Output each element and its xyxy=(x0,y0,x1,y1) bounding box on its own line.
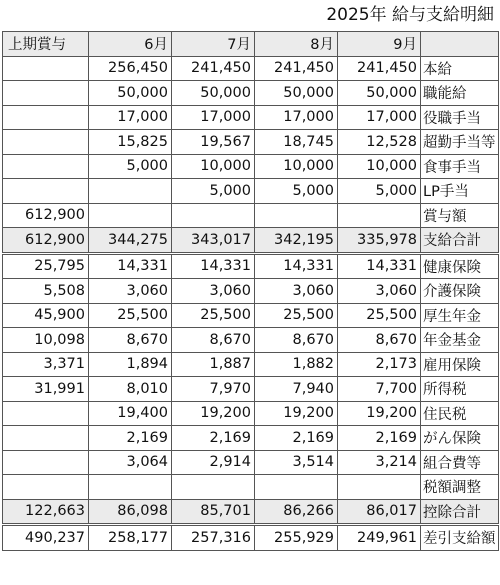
amount-cell: 5,000 xyxy=(172,179,255,204)
amount-cell: 2,169 xyxy=(172,426,255,451)
amount-cell: 17,000 xyxy=(338,105,421,130)
amount-cell xyxy=(255,203,338,228)
item-label: 賞与額 xyxy=(421,203,499,228)
amount-cell: 85,701 xyxy=(172,499,255,525)
amount-cell: 257,316 xyxy=(172,525,255,551)
amount-cell: 19,567 xyxy=(172,130,255,155)
header-cell: 8月 xyxy=(255,32,338,57)
amount-cell xyxy=(3,81,89,106)
amount-cell: 256,450 xyxy=(89,56,172,81)
header-cell: 6月 xyxy=(89,32,172,57)
amount-cell: 25,500 xyxy=(338,303,421,328)
amount-cell: 1,882 xyxy=(255,352,338,377)
table-row xyxy=(3,179,499,204)
amount-cell xyxy=(3,105,89,130)
item-label: 住民税 xyxy=(421,401,499,426)
item-label: 食事手当 xyxy=(421,154,499,179)
table-row xyxy=(3,475,499,500)
amount-cell xyxy=(3,154,89,179)
item-label: 組合費等 xyxy=(421,450,499,475)
amount-cell: 14,331 xyxy=(338,253,421,279)
table-row xyxy=(3,56,499,81)
amount-cell: 7,970 xyxy=(172,377,255,402)
amount-cell: 3,214 xyxy=(338,450,421,475)
item-label: 超勤手当等 xyxy=(421,130,499,155)
amount-cell: 1,894 xyxy=(89,352,172,377)
item-label: 所得税 xyxy=(421,377,499,402)
amount-cell: 5,000 xyxy=(338,179,421,204)
amount-cell: 14,331 xyxy=(89,253,172,279)
amount-cell: 31,991 xyxy=(3,377,89,402)
table-row xyxy=(3,401,499,426)
amount-cell: 612,900 xyxy=(3,203,89,228)
amount-cell: 2,173 xyxy=(338,352,421,377)
amount-cell: 3,064 xyxy=(89,450,172,475)
amount-cell: 258,177 xyxy=(89,525,172,551)
header-row xyxy=(3,32,499,57)
amount-cell: 3,060 xyxy=(89,279,172,304)
amount-cell xyxy=(3,475,89,500)
amount-cell: 5,000 xyxy=(255,179,338,204)
amount-cell: 19,200 xyxy=(338,401,421,426)
amount-cell: 3,060 xyxy=(338,279,421,304)
amount-cell xyxy=(3,130,89,155)
item-label: 介護保険 xyxy=(421,279,499,304)
item-label: 控除合計 xyxy=(421,499,499,525)
amount-cell: 7,940 xyxy=(255,377,338,402)
table-row xyxy=(3,450,499,475)
amount-cell: 50,000 xyxy=(172,81,255,106)
amount-cell: 12,528 xyxy=(338,130,421,155)
amount-cell xyxy=(338,475,421,500)
amount-cell xyxy=(3,426,89,451)
table-row xyxy=(3,203,499,228)
amount-cell: 241,450 xyxy=(172,56,255,81)
amount-cell: 19,200 xyxy=(255,401,338,426)
table-row xyxy=(3,81,499,106)
item-label: 職能給 xyxy=(421,81,499,106)
amount-cell: 8,670 xyxy=(89,328,172,353)
amount-cell: 14,331 xyxy=(172,253,255,279)
item-label: LP手当 xyxy=(421,179,499,204)
table-row xyxy=(3,352,499,377)
amount-cell: 86,098 xyxy=(89,499,172,525)
amount-cell: 50,000 xyxy=(338,81,421,106)
amount-cell: 5,000 xyxy=(89,154,172,179)
table-row xyxy=(3,253,499,279)
amount-cell: 342,195 xyxy=(255,228,338,254)
amount-cell: 2,169 xyxy=(255,426,338,451)
amount-cell: 86,017 xyxy=(338,499,421,525)
amount-cell: 343,017 xyxy=(172,228,255,254)
amount-cell: 7,700 xyxy=(338,377,421,402)
amount-cell: 3,371 xyxy=(3,352,89,377)
table-row xyxy=(3,279,499,304)
table-row xyxy=(3,154,499,179)
header-cell: 9月 xyxy=(338,32,421,57)
amount-cell: 344,275 xyxy=(89,228,172,254)
amount-cell: 25,500 xyxy=(89,303,172,328)
amount-cell: 2,169 xyxy=(338,426,421,451)
amount-cell: 2,169 xyxy=(89,426,172,451)
amount-cell: 241,450 xyxy=(338,56,421,81)
amount-cell: 8,670 xyxy=(255,328,338,353)
amount-cell: 14,331 xyxy=(255,253,338,279)
amount-cell: 8,010 xyxy=(89,377,172,402)
amount-cell xyxy=(3,56,89,81)
item-label: 雇用保険 xyxy=(421,352,499,377)
amount-cell: 249,961 xyxy=(338,525,421,551)
table-row xyxy=(3,130,499,155)
amount-cell: 490,237 xyxy=(3,525,89,551)
amount-cell xyxy=(255,475,338,500)
table-row xyxy=(3,105,499,130)
amount-cell: 15,825 xyxy=(89,130,172,155)
table-row xyxy=(3,377,499,402)
amount-cell xyxy=(172,203,255,228)
amount-cell: 18,745 xyxy=(255,130,338,155)
item-label: 年金基金 xyxy=(421,328,499,353)
amount-cell: 2,914 xyxy=(172,450,255,475)
amount-cell xyxy=(3,401,89,426)
amount-cell: 255,929 xyxy=(255,525,338,551)
item-label: 健康保険 xyxy=(421,253,499,279)
amount-cell: 3,514 xyxy=(255,450,338,475)
amount-cell: 10,000 xyxy=(255,154,338,179)
amount-cell xyxy=(3,450,89,475)
amount-cell xyxy=(3,179,89,204)
table-row xyxy=(3,426,499,451)
total-row xyxy=(3,499,499,525)
amount-cell xyxy=(89,203,172,228)
amount-cell: 25,795 xyxy=(3,253,89,279)
amount-cell: 25,500 xyxy=(255,303,338,328)
header-cell: 上期賞与 xyxy=(3,32,89,57)
header-label-cell xyxy=(421,32,499,57)
amount-cell: 86,266 xyxy=(255,499,338,525)
item-label: 厚生年金 xyxy=(421,303,499,328)
item-label: 役職手当 xyxy=(421,105,499,130)
header-cell: 7月 xyxy=(172,32,255,57)
amount-cell: 10,000 xyxy=(338,154,421,179)
amount-cell xyxy=(89,475,172,500)
amount-cell: 19,400 xyxy=(89,401,172,426)
table-row xyxy=(3,303,499,328)
item-label: 本給 xyxy=(421,56,499,81)
amount-cell: 5,508 xyxy=(3,279,89,304)
total-row xyxy=(3,228,499,254)
amount-cell xyxy=(89,179,172,204)
amount-cell: 1,887 xyxy=(172,352,255,377)
amount-cell: 10,000 xyxy=(172,154,255,179)
amount-cell: 612,900 xyxy=(3,228,89,254)
payslip-table xyxy=(2,31,499,551)
amount-cell: 19,200 xyxy=(172,401,255,426)
amount-cell: 3,060 xyxy=(255,279,338,304)
table-row xyxy=(3,525,499,551)
amount-cell: 50,000 xyxy=(255,81,338,106)
amount-cell: 3,060 xyxy=(172,279,255,304)
table-row xyxy=(3,328,499,353)
item-label: がん保険 xyxy=(421,426,499,451)
amount-cell: 50,000 xyxy=(89,81,172,106)
amount-cell: 17,000 xyxy=(89,105,172,130)
amount-cell: 8,670 xyxy=(172,328,255,353)
amount-cell: 10,098 xyxy=(3,328,89,353)
amount-cell: 241,450 xyxy=(255,56,338,81)
amount-cell: 17,000 xyxy=(172,105,255,130)
item-label: 支給合計 xyxy=(421,228,499,254)
amount-cell: 17,000 xyxy=(255,105,338,130)
page-title: 2025年 給与支給明細 xyxy=(326,5,494,25)
amount-cell xyxy=(338,203,421,228)
amount-cell: 8,670 xyxy=(338,328,421,353)
amount-cell: 335,978 xyxy=(338,228,421,254)
amount-cell: 122,663 xyxy=(3,499,89,525)
item-label: 差引支給額 xyxy=(421,525,499,551)
amount-cell xyxy=(172,475,255,500)
amount-cell: 25,500 xyxy=(172,303,255,328)
amount-cell: 45,900 xyxy=(3,303,89,328)
item-label: 税額調整 xyxy=(421,475,499,500)
